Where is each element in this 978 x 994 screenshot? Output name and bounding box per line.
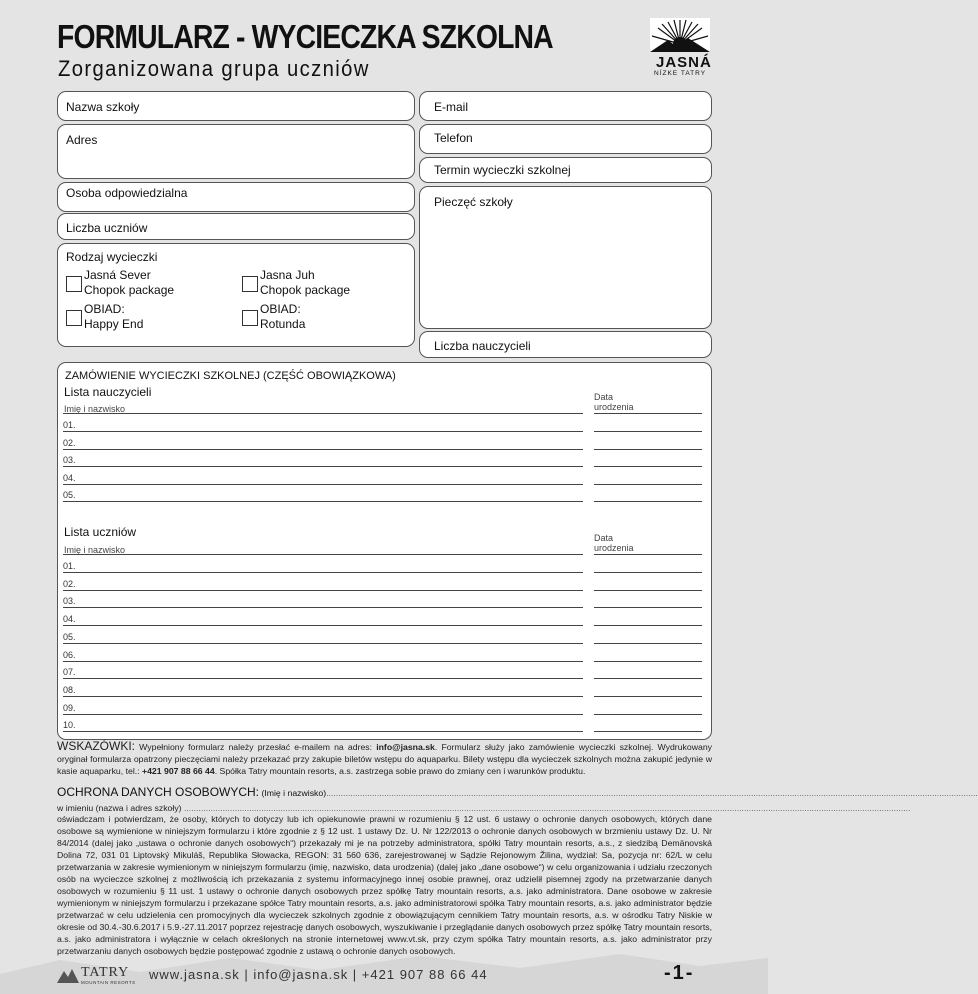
date-col-line: Data	[594, 533, 614, 543]
students-name-column: Imię i nazwisko	[64, 545, 126, 555]
tips-text: . Spółka Tatry mountain resorts, a.s. zastrzega sobie prawo do zmiany cen i warunków produktu.	[214, 766, 586, 776]
birthdate-field[interactable]	[594, 609, 702, 626]
teachers-list-title: Lista nauczycieli	[64, 385, 152, 399]
birthdate-field[interactable]	[594, 591, 702, 608]
address-label: Adres	[66, 133, 98, 147]
birthdate-field[interactable]	[594, 715, 702, 732]
tatry-brand-sub: MOUNTAIN RESORTS	[81, 980, 136, 985]
dotted-fill: ..............................................................................................................................................................................................................................................................................	[326, 788, 978, 798]
order-heading: ZAMÓWIENIE WYCIECZKI SZKOLNEJ (CZĘŚĆ OBOWIĄZKOWA)	[65, 370, 396, 382]
teacher-count-label: Liczba nauczycieli	[434, 339, 531, 353]
name-row[interactable]	[63, 433, 583, 450]
option-happy-end-label	[84, 302, 143, 332]
name-row[interactable]	[63, 415, 583, 432]
trip-date-label: Termin wycieczki szkolnej	[434, 163, 571, 177]
row-number: 05.	[63, 490, 76, 500]
row-number: 03.	[63, 455, 76, 465]
name-row[interactable]	[63, 715, 583, 732]
teachers-date-column	[594, 392, 634, 412]
birthdate-field[interactable]	[594, 485, 702, 502]
option-line: Rotunda	[260, 317, 306, 331]
row-number: 03.	[63, 596, 76, 607]
page-subtitle: Zorganizowana grupa uczniów	[58, 56, 370, 81]
date-col-line: urodzenia	[594, 402, 634, 412]
row-number: 02.	[63, 437, 76, 448]
teachers-name-column: Imię i nazwisko	[64, 404, 126, 414]
name-row[interactable]	[63, 609, 583, 626]
name-row[interactable]	[63, 574, 583, 591]
birthdate-field[interactable]	[594, 662, 702, 679]
phone-label: Telefon	[434, 131, 473, 145]
trip-type-label: Rodzaj wycieczki	[66, 250, 158, 264]
birthdate-field[interactable]	[594, 556, 702, 573]
address-field[interactable]	[57, 124, 415, 179]
tatry-mountain-icon	[57, 967, 79, 983]
row-number: 06.	[63, 649, 76, 660]
name-row[interactable]	[63, 698, 583, 715]
footer-contact: www.jasna.sk | info@jasna.sk | +421 907 88 66 44	[149, 967, 488, 982]
tips-paragraph	[57, 740, 712, 777]
birthdate-field[interactable]	[594, 627, 702, 644]
tips-email: info@jasna.sk	[376, 742, 435, 752]
tatry-brand: TATRY	[81, 965, 130, 980]
divider	[63, 413, 583, 414]
divider	[594, 413, 702, 414]
email-field[interactable]	[419, 91, 712, 121]
option-line: OBIAD:	[260, 302, 301, 316]
privacy-heading-small: (Imię i nazwisko)	[259, 788, 327, 798]
trip-type-group	[57, 243, 415, 347]
name-row[interactable]	[63, 468, 583, 485]
option-jasna-juh-checkbox[interactable]	[242, 276, 258, 292]
birthdate-field[interactable]	[594, 574, 702, 591]
birthdate-field[interactable]	[594, 698, 702, 715]
name-row[interactable]	[63, 662, 583, 679]
row-number: 07.	[63, 667, 76, 678]
trip-date-field[interactable]	[419, 157, 712, 183]
row-number: 05.	[63, 631, 76, 642]
teacher-count-field[interactable]	[419, 331, 712, 358]
row-number: 01.	[63, 561, 76, 571]
school-stamp-label: Pieczęć szkoły	[434, 195, 513, 209]
row-number: 10.	[63, 720, 76, 731]
name-row[interactable]	[63, 645, 583, 662]
row-number: 08.	[63, 684, 76, 695]
tips-text: Wypełniony formularz należy przesłać e-mailem na adres:	[135, 742, 377, 752]
email-label: E-mail	[434, 100, 469, 114]
option-jasna-sever-label	[84, 268, 174, 298]
divider	[63, 554, 583, 555]
responsible-person-field[interactable]	[57, 182, 415, 212]
name-row[interactable]	[63, 485, 583, 502]
students-list-title: Lista uczniów	[64, 525, 137, 539]
birthdate-field[interactable]	[594, 645, 702, 662]
birthdate-field[interactable]	[594, 450, 702, 467]
birthdate-field[interactable]	[594, 680, 702, 697]
option-happy-end-checkbox[interactable]	[66, 310, 82, 326]
row-number: 04.	[63, 614, 76, 625]
option-line: Happy End	[84, 317, 144, 331]
privacy-heading: OCHRONA DANYCH OSOBOWYCH:	[57, 785, 260, 799]
name-row[interactable]	[63, 556, 583, 573]
divider	[594, 554, 702, 555]
tips-label: WSKAZÓWKI:	[57, 739, 135, 753]
school-name-label: Nazwa szkoły	[66, 100, 140, 114]
jasna-logo	[648, 18, 712, 78]
option-line: OBIAD:	[84, 302, 125, 316]
logo-name: JASNÁ	[656, 54, 712, 71]
birthdate-field[interactable]	[594, 468, 702, 485]
logo-subname: NÍZKE TATRY	[654, 70, 707, 77]
option-jasna-sever-checkbox[interactable]	[66, 276, 82, 292]
student-count-label: Liczba uczniów	[66, 221, 148, 235]
row-number: 04.	[63, 472, 76, 483]
phone-field[interactable]	[419, 124, 712, 154]
school-stamp-field[interactable]	[419, 186, 712, 329]
date-col-line: Data	[594, 392, 614, 402]
option-line: Jasna Juh	[260, 268, 315, 282]
row-number: 02.	[63, 578, 76, 589]
option-line: Chopok package	[84, 283, 175, 297]
tatry-logo	[57, 965, 137, 987]
option-rotunda-checkbox[interactable]	[242, 310, 258, 326]
responsible-person-label: Osoba odpowiedzialna	[66, 186, 188, 200]
students-date-column	[594, 533, 634, 553]
student-count-field[interactable]	[57, 213, 415, 240]
page-number: -1-	[664, 962, 695, 984]
birthdate-field[interactable]	[594, 415, 702, 432]
name-row[interactable]	[63, 450, 583, 467]
birthdate-field[interactable]	[594, 433, 702, 450]
page-title: FORMULARZ - WYCIECZKA SZKOLNA	[57, 18, 553, 55]
option-rotunda-label	[260, 302, 305, 332]
name-row[interactable]	[63, 680, 583, 697]
row-number: 01.	[63, 420, 76, 430]
row-number: 09.	[63, 702, 76, 713]
tips-phone: +421 907 88 66 44	[142, 766, 215, 776]
option-jasna-juh-label	[260, 268, 350, 298]
privacy-heading-line	[57, 783, 978, 801]
school-name-field[interactable]	[57, 91, 415, 121]
name-row[interactable]	[63, 591, 583, 608]
option-line: Jasná Sever	[84, 268, 151, 282]
date-col-line: urodzenia	[594, 543, 634, 553]
name-row[interactable]	[63, 627, 583, 644]
tips-text: . Formularz służy jako zamówienie wycieczki szkolnej. Wydrukowany oryginał formularza opatrzony pieczęciami należy przekazać przy zakupie biletów wstępu do aquaparku. Bilety wstępu dla wycieczek szkolnych można zakupić jedynie w kasie aquaparku, tel.:	[57, 742, 712, 776]
privacy-body: oświadczam i potwierdzam, że osoby, których to dotyczy lub ich opiekunowie prawni w rozumieniu § 12 ust. 6 ustawy o ochronie danych osobowych, których dane osobowe są wymienione w niniejszym formularzu i które zgodnie z § 12 ust. 1 ustawy Dz. U. Nr 122/2013 o ochronie danych osobowych w brzmieniu ustawy Dz. U. Nr 84/2014 (dalej jako „ustawa o ochronie danych osobowych“) przekazały mi je na potrzeby administratora, spółki Tatry mountain resorts, a.s., z siedzibą Demänovská Dolina 72, 031 01 Liptovský Mikuláš, Republika Słowacka, REGON: 31 560 636, zarejestrowanej w Sądzie Rejonowym Žilina, wydział: Sa, pozycja nr: 62/L w celu przetwarzania w zakresie wymienionym w niniejszym formularzu (imię, nazwisko, data urodzenia) (dalej jako „dane osobowe“) w celu organizowania i udziału rzeczonych osób na wycieczce szkolnej z możliwością ich przekazania z systemu informacyjnego innej osobie prawnej, oraz udzielił pisemnej zgody na przetwarzanie danych osobowych w rozumieniu § 11 ust. 1 ustawy o ochronie danych osobowych przez spółkę Tatry mountain resorts, a.s. jako administratora. Dane osobowe w zakresie wymienionym w niniejszym formularzu i przekazane spółce Tatry mountain resorts, a.s. jako administratorowi spółka Tatry mountain resorts, a.s. jako administrator będzie przetwarzać w celu udzielenia cen promocyjnych dla wycieczek szkolnych zgodnie z obowiązującym cennikiem Tatry mountain resorts, a.s. w ośrodku Tatry Niskie w okresie od 30.4.-30.6.2017 i 5.9.-27.11.2017 poprzez rejestrację danych osobowych, wyszukiwanie i przeglądanie danych osobowych przez spółkę Tatry mountain resorts, a.s. jako administratora i wyłącznie w celach określonych na stronie internetowej www.vt.sk, przy czym spółka Tatry mountain resorts, a.s. jako administrator przy przetwarzaniu danych osobowych będzie postępować zgodnie z ustawą o ochronie danych osobowych.	[57, 814, 712, 956]
privacy-school-label: w imieniu (nazwa i adres szkoły)	[57, 803, 182, 813]
option-line: Chopok package	[260, 283, 351, 297]
dotted-fill: .............................................................................................................................................................................................................................................................................................................	[183, 803, 911, 813]
